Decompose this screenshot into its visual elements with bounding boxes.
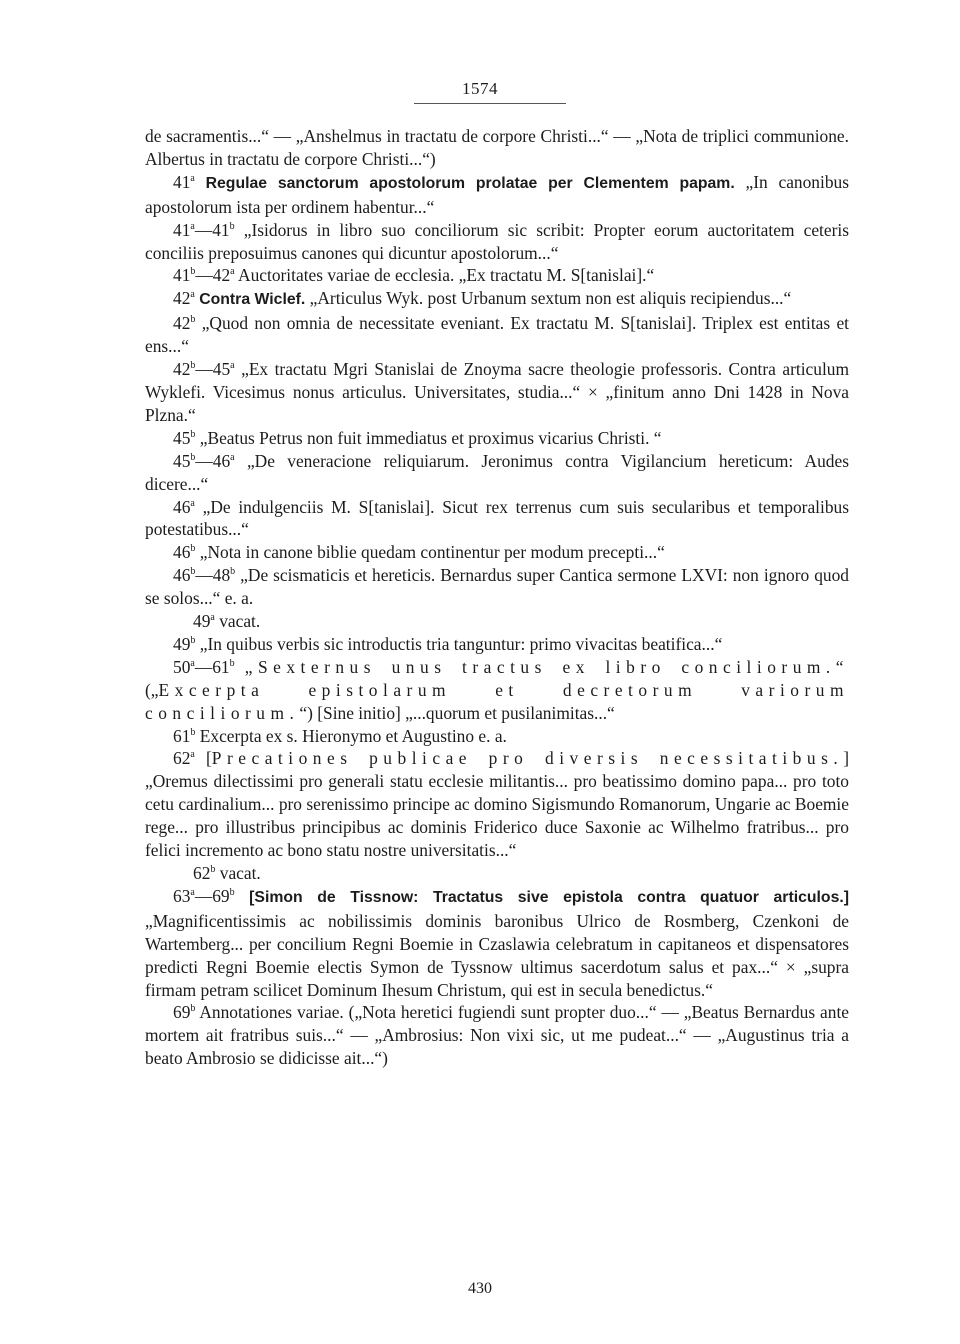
entry-text: de sacramentis...“ — „Anshelmus in tractatu de corpore Christi...“ — „Nota de triplici communione. Albertus in tractatu de corpore Christi...“) [145, 126, 849, 169]
folio: 61 [173, 725, 191, 746]
entry-42a [145, 287, 849, 312]
folio-side: b [190, 1003, 196, 1015]
folio-side: b [229, 658, 235, 670]
entry-49b [145, 633, 849, 656]
entry-41a-41b [145, 219, 849, 265]
entry-title: Contra Wiclef. [199, 291, 306, 309]
folio-side: b [190, 543, 196, 555]
folio: 50 [173, 656, 191, 677]
entry-69b [145, 1001, 849, 1070]
folio: 41 [173, 265, 191, 286]
spaced-title: Precationes publicae pro diversis necessitatibus. [211, 748, 844, 769]
folio: —45 [195, 359, 231, 380]
folio: 62 [173, 748, 191, 769]
entry-text: ] „Oremus dilectissimi pro generali statu ecclesie militantis... pro beatissimo domino papa... pro toto cetu cardinalium... pro serenissimo principe ac domino Sigismundo Romanorum, Ungarie ac Boemie rege... pro illustribus principibus ac dominis Friderico duce Saxonie ac Wilhelmo fratribus... pro felici incremento ac bono statu nostre universitatis...“ [145, 748, 849, 861]
entry-42b [145, 312, 849, 358]
folio: 46 [173, 565, 191, 586]
folio-side: a [190, 220, 195, 232]
entry-text: Auctoritates variae de ecclesia. „Ex tractatu M. S[tanislai].“ [238, 265, 655, 286]
folio-side: b [190, 360, 196, 372]
folio: 45 [173, 450, 191, 471]
spaced-title: Excerpta epistolarum et decretorum variorum conciliorum. [145, 679, 849, 723]
folio-side: b [190, 451, 196, 463]
header-rule [414, 103, 566, 104]
entry-text: Annotationes variae. („Nota heretici fugiendi sunt propter duo...“ — „Beatus Bernardus ante mortem ait fratribus suis...“ — „Ambrosius: Non vixi sic, ut me pudeat...“ — „Augustinus tria a beato Ambrosio se didicisse ait...“) [145, 1002, 849, 1069]
folio-side: b [190, 266, 196, 278]
folio: —69 [194, 885, 230, 906]
folio: —61 [194, 656, 230, 677]
folio: 62 [193, 863, 211, 883]
catalog-entries [145, 125, 849, 1070]
entry-text: „In canonibus apostolorum ista per ordinem habentur...“ [145, 171, 849, 217]
folio-side: b [229, 220, 235, 232]
folio: —48 [195, 565, 231, 586]
folio-side: a [230, 451, 235, 463]
folio: 69 [173, 1002, 191, 1023]
entry-title: Regulae sanctorum apostolorum prolatae per Clementem papam. [205, 174, 735, 192]
entry-text: “) [Sine initio] „...quorum et pusilanimitas...“ [299, 702, 615, 723]
entry-text: vacat. [219, 863, 261, 883]
entry-49a [145, 610, 849, 633]
folio: 41 [173, 171, 191, 192]
entry-50a-61b [145, 656, 849, 725]
folio: 49 [193, 611, 211, 632]
folio: 46 [173, 542, 191, 563]
folio-side: a [190, 749, 195, 761]
entry-46b-48b [145, 564, 849, 610]
entry-text: „Quod non omnia de necessitate eveniant. Ex tractatu M. S[tanislai]. Triplex est entitas et ens...“ [145, 313, 849, 357]
entry-62a [145, 747, 849, 862]
folio: —46 [195, 450, 231, 471]
entry-text: „Ex tractatu Mgri Stanislai de Znoyma sacre theologie professoris. Contra articulum Wyklefi. Vicesimus nonus articulus. Universitates, studia...“ × „finitum anno Dni 1428 in Nova Plzna.“ [145, 359, 849, 425]
entry-63a-69b [145, 885, 849, 1002]
folio: 46 [173, 496, 191, 517]
entry-61b [145, 725, 849, 748]
entry-text: „Magnificentissimis ac nobilissimis dominis baronibus Ulrico de Rosmberg, Czenkoni de Wartemberg... per concilium Regni Boemie in Czaslawia celebratum in capitaneos et dispensatores predicti Regni Boemie electis Symon de Tyssnow ultimus sacerdotum salus et pax...“ × „supra firmam petram scilicet Dominum Ihesum Christum, qui est in secula benedictus.“ [145, 910, 849, 1000]
entry-text: („ [145, 679, 159, 700]
entry-45b-46a [145, 450, 849, 496]
entry-46b [145, 541, 849, 564]
folio: 63 [173, 885, 191, 906]
entry-41b-42a [145, 264, 849, 287]
entry-46a [145, 496, 849, 542]
folio: —42 [195, 265, 231, 286]
entry-text: „De scismaticis et hereticis. Bernardus super Cantica sermone LXVI: non ignoro quod se solos...“ e. a. [145, 565, 849, 609]
folio: 42 [173, 288, 191, 309]
folio-side: b [190, 314, 196, 326]
folio-side: a [190, 887, 195, 899]
entry-62b [145, 862, 849, 885]
folio: 41 [173, 219, 191, 240]
folio-side: a [190, 173, 195, 185]
page-header-number: 1574 [462, 79, 498, 98]
entry-text: „Isidorus in libro suo conciliorum sic scribit: Propter eorum auctoritatem ceteris conciliis preposuimus canones qui dicuntur apostolorum...“ [145, 219, 849, 263]
entry-text: vacat. [219, 611, 261, 632]
folio-side: b [190, 726, 196, 738]
entry-45b [145, 427, 849, 450]
folio-side: a [210, 612, 215, 624]
folio-side: a [230, 360, 235, 372]
entry-text: Excerpta ex s. Hieronymo et Augustino e. a. [199, 725, 507, 746]
folio: 45 [173, 427, 191, 448]
folio: —41 [194, 219, 230, 240]
entry-text: „Nota in canone biblie quedam continentur per modum precepti...“ [199, 542, 665, 563]
entry-text: „Articulus Wyk. post Urbanum sextum non est aliquis recipiendus...“ [309, 288, 792, 309]
entry-text: „Beatus Petrus non fuit immediatus et proximus vicarius Christi. “ [199, 427, 662, 448]
folio-side: b [230, 566, 236, 578]
spaced-title: „Sexternus unus tractus ex libro conciliorum.“ [244, 656, 849, 677]
entry-title: [Simon de Tissnow: Tractatus sive epistola contra quatuor articulos.] [249, 888, 849, 906]
entry-text: „In quibus verbis sic introductis tria tanguntur: primo vivacitas beatifica...“ [199, 633, 723, 654]
folio-side: b [210, 864, 216, 876]
folio-side: a [190, 289, 195, 301]
folio-side: a [190, 658, 195, 670]
folio-side: b [190, 428, 196, 440]
entry-text: „De indulgenciis M. S[tanislai]. Sicut rex terrenus cum suis secularibus et temporalibus potestatibus...“ [145, 496, 849, 540]
folio-side: a [230, 266, 235, 278]
folio: 42 [173, 313, 191, 334]
folio-side: b [190, 635, 196, 647]
folio-side: b [229, 887, 235, 899]
folio: 49 [173, 633, 191, 654]
page-footer-number: 430 [468, 1280, 492, 1297]
folio: 42 [173, 359, 191, 380]
entry-41a [145, 171, 849, 219]
entry-42b-45a [145, 358, 849, 427]
entry-line [145, 125, 849, 171]
entry-text: [ [206, 748, 212, 769]
folio-side: a [190, 497, 195, 509]
folio-side: b [190, 566, 196, 578]
entry-text: „De veneracione reliquiarum. Jeronimus contra Vigilancium hereticum: Audes dicere...“ [145, 450, 849, 494]
